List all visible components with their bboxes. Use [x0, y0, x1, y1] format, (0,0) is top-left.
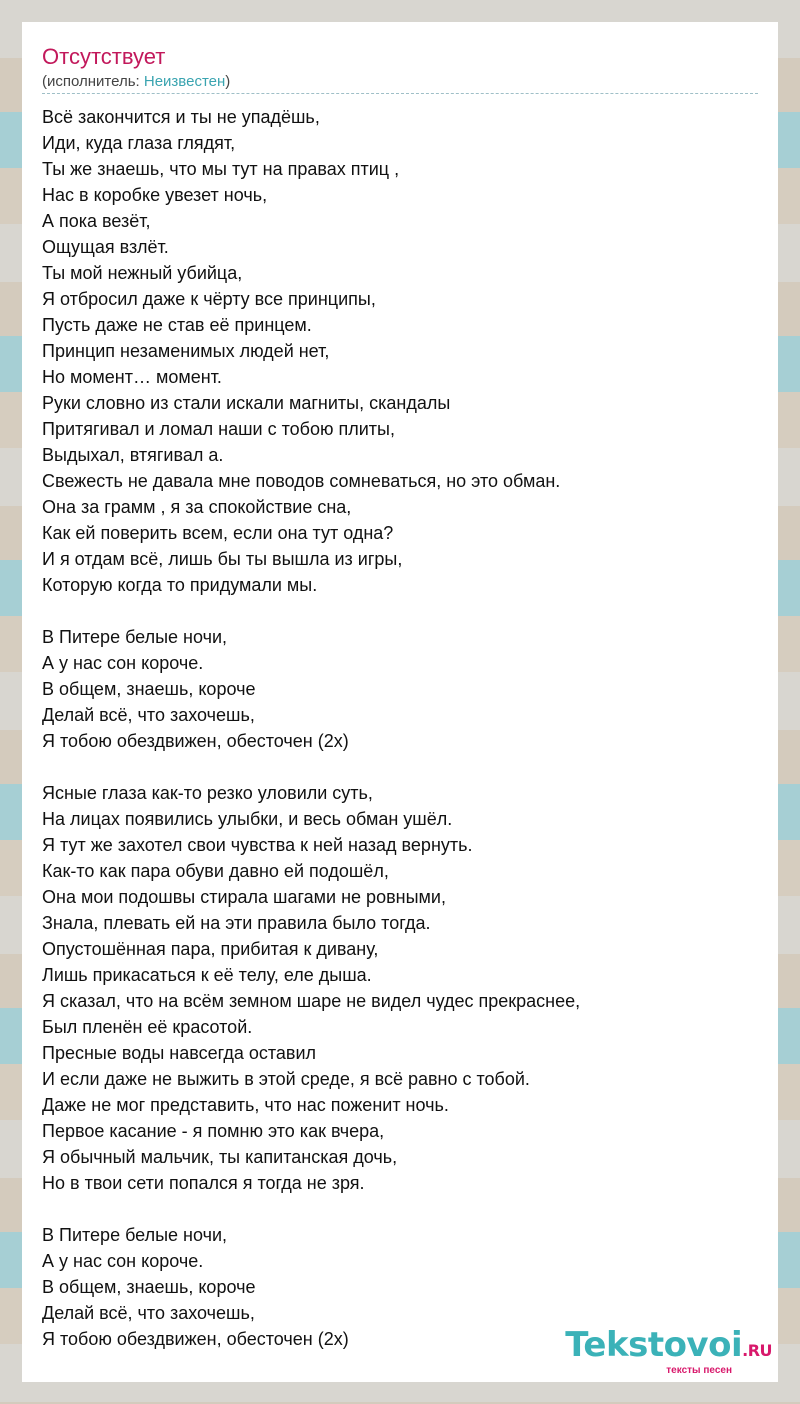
lyric-line: Ты же знаешь, что мы тут на правах птиц ,	[42, 159, 400, 179]
lyric-line: А у нас сон короче.	[42, 653, 204, 673]
lyric-line: Свежесть не давала мне поводов сомневаться, но это обман.	[42, 471, 561, 491]
lyric-line: Делай всё, что захочешь,	[42, 1303, 255, 1323]
lyric-line: Ты мой нежный убийца,	[42, 263, 243, 283]
lyric-line: Я тут же захотел свои чувства к ней назад вернуть.	[42, 835, 473, 855]
lyric-line: В Питере белые ночи,	[42, 627, 228, 647]
site-logo[interactable]	[565, 1327, 772, 1376]
lyric-line: Притягивал и ломал наши с тобою плиты,	[42, 419, 395, 439]
lyric-line: Опустошённая пара, прибитая к дивану,	[42, 939, 379, 959]
lyrics-card	[22, 22, 778, 1382]
lyric-line: Но в твои сети попался я тогда не зря.	[42, 1173, 365, 1193]
lyric-line: И если даже не выжить в этой среде, я всё равно с тобой.	[42, 1069, 530, 1089]
lyric-line: Руки словно из стали искали магниты, скандалы	[42, 393, 451, 413]
lyric-line: И я отдам всё, лишь бы ты вышла из игры,	[42, 549, 403, 569]
lyric-line: Как ей поверить всем, если она тут одна?	[42, 523, 394, 543]
stanza-gap	[42, 754, 758, 780]
lyrics-text	[42, 104, 758, 1352]
stanza-2	[42, 780, 758, 1196]
logo-domain: .RU	[742, 1341, 772, 1360]
lyric-line: Знала, плевать ей на эти правила было тогда.	[42, 913, 431, 933]
lyric-line: А у нас сон короче.	[42, 1251, 204, 1271]
lyric-line: Даже не мог представить, что нас поженит ночь.	[42, 1095, 449, 1115]
lyric-line: Делай всё, что захочешь,	[42, 705, 255, 725]
lyric-line: Я отбросил даже к чёрту все принципы,	[42, 289, 376, 309]
artist-prefix: (исполнитель:	[42, 73, 144, 90]
lyric-line: В Питере белые ночи,	[42, 1225, 228, 1245]
lyric-line: Но момент… момент.	[42, 367, 222, 387]
lyric-line: Лишь прикасаться к её телу, еле дыша.	[42, 965, 372, 985]
logo-name: Tekstovoi	[565, 1325, 743, 1365]
lyric-line: Был пленён её красотой.	[42, 1017, 253, 1037]
lyric-line: Выдыхал, втягивал а.	[42, 445, 224, 465]
lyric-line: В общем, знаешь, короче	[42, 1277, 256, 1297]
lyric-line: Нас в коробке увезет ночь,	[42, 185, 268, 205]
chorus-1	[42, 624, 758, 754]
stanza-gap	[42, 598, 758, 624]
lyric-line: Я обычный мальчик, ты капитанская дочь,	[42, 1147, 398, 1167]
lyric-line: Пусть даже не став её принцем.	[42, 315, 312, 335]
lyric-line: Всё закончится и ты не упадёшь,	[42, 107, 320, 127]
lyric-line: Первое касание - я помню это как вчера,	[42, 1121, 385, 1141]
lyric-line: Которую когда то придумали мы.	[42, 575, 318, 595]
stanza-gap	[42, 1196, 758, 1222]
artist-suffix: )	[225, 73, 231, 90]
lyric-line: Принцип незаменимых людей нет,	[42, 341, 330, 361]
lyric-line: Как-то как пара обуви давно ей подошёл,	[42, 861, 389, 881]
lyric-line: Пресные воды навсегда оставил	[42, 1043, 317, 1063]
lyric-line: Ощущая взлёт.	[42, 237, 169, 257]
lyric-line: В общем, знаешь, короче	[42, 679, 256, 699]
lyric-line: На лицах появились улыбки, и весь обман ушёл.	[42, 809, 453, 829]
lyric-line: Она за грамм , я за спокойствие сна,	[42, 497, 352, 517]
lyric-line: Я тобою обездвижен, обесточен (2х)	[42, 731, 349, 751]
logo-wordmark	[565, 1327, 772, 1369]
song-title: Отсутствует	[42, 44, 166, 69]
stanza-1	[42, 104, 758, 598]
lyric-line: А пока везёт,	[42, 211, 151, 231]
lyric-line: Она мои подошвы стирала шагами не ровными,	[42, 887, 446, 907]
lyric-line: Я сказал, что на всём земном шаре не видел чудес прекраснее,	[42, 991, 581, 1011]
artist-line	[42, 72, 230, 92]
artist-link[interactable]: Неизвестен	[143, 73, 226, 90]
lyric-line: Я тобою обездвижен, обесточен (2х)	[42, 1329, 349, 1349]
lyric-line: Иди, куда глаза глядят,	[42, 133, 236, 153]
logo-tagline: тексты песен	[666, 1365, 732, 1376]
title-divider	[42, 93, 758, 94]
lyric-line: Ясные глаза как-то резко уловили суть,	[42, 783, 373, 803]
